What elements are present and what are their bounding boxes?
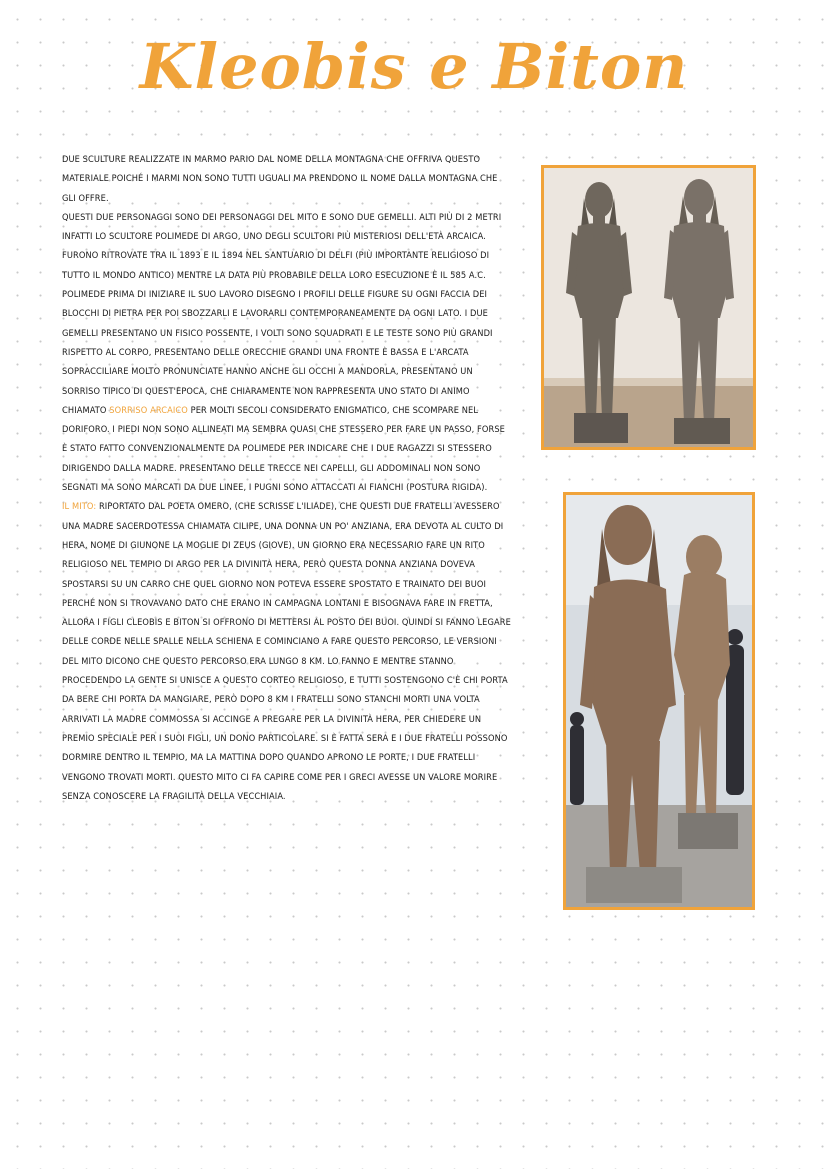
statues-back-photo bbox=[563, 492, 755, 910]
myth-text: RIPORTATO DAL POETA OMERO, (CHE SCRISSE L'ILIADE), CHE QUESTI DUE FRATELLI AVESSERO UNA MADRE SACERDOTESSA CHIAMATA CILIPE, UNA DONNA UN PO' ANZIANA, ERA DEVOTA AL CULTO DI HERA, NOME DI GIUNONE LA MOGLIE DI ZEUS (GIOVE). UN GIORNO ERA NECESSARIO FARE UN RITO RELIGIOSO NEL TEMPIO DI ARGO PER LA DIVINITÀ HERA, PERÒ QUESTA DONNA ANZIANA DOVEVA SPOSTARSI SU UN CARRO CHE QUEL GIORNO NON POTEVA ESSERE SPOSTATO E TRAINATO DEI BUOI PERCHÉ NON SI TROVAVANO DATO CHE ERANO IN CAMPAGNA LONTANI E BISOGNAVA FARE IN FRETTA, ALLORA I FIGLI CLEOBIS E BITON SI OFFRONO DI METTERSI AL POSTO DEI BUOI. QUINDI SI FANNO LEGARE DELLE CORDE NELLE SPALLE NELLA SCHIENA E COMINCIANO A FARE QUESTO PERCORSO, LE VERSIONI DEL MITO DICONO CHE QUESTO PERCORSO ERA LUNGO 8 KM. LO FANNO E MENTRE STANNO PROCEDENDO LA GENTE SI UNISCE A QUESTO CORTEO RELIGIOSO, E TUTTI SOSTENGONO C'È CHI PORTA DA BERE CHI PORTA DA MANGIARE, PERÒ DOPO 8 KM I FRATELLI SONO STANCHI MORTI UNA VOLTA ARRIVATI LA MADRE COMMOSSA SI ACCINGE A PREGARE PER LA DIVINITÀ HERA, PER CHIEDERE UN PREMIO SPECIALE PER I SUOI FIGLI, UN DONO PARTICOLARE. SI È FATTA SERA E I DUE FRATELLI POSSONO DORMIRE DENTRO IL TEMPIO, MA LA MATTINA DOPO QUANDO APRONO LE PORTE, I DUE FRATELLI VENGONO TROVATI MORTI. QUESTO MITO CI FA CAPIRE COME PER I GRECI AVESSE UN VALORE MORIRE SENZA CONOSCERE LA FRAGILITÀ DELLA VECCHIAIA. bbox=[62, 501, 511, 802]
page-title: Kleobis e Biton bbox=[139, 30, 689, 103]
description-paragraph bbox=[62, 208, 512, 497]
myth-label: IL MITO: bbox=[62, 501, 97, 513]
statues-front-image bbox=[544, 168, 753, 447]
description-text-continued: PER MOLTI SECOLI CONSIDERATO ENIGMATICO, CHE SCOMPARE NEL DORIFORO. I PIEDI NON SONO ALLINEATI MA SEMBRA QUASI CHE STESSERO PER FARE UN PASSO, FORSE È STATO FATTO CONVENZIONALMENTE DA POLIMEDE PER INDICARE CHE I DUE RAGAZZI SI STESSERO DIRIGENDO DALLA MADRE. PRESENTANO DELLE TRECCE NEI CAPELLI, GLI ADDOMINALI NON SONO SEGNATI MA SONO MARCATI DA DUE LINEE, I PUGNI SONO ATTACCATI AI FIANCHI (POSTURA RIGIDA). bbox=[62, 404, 506, 494]
highlight-sorriso-arcaico: SORRISO ARCAICO bbox=[109, 404, 188, 416]
statues-back-image bbox=[566, 495, 752, 907]
myth-paragraph bbox=[62, 497, 512, 806]
intro-paragraph: DUE SCULTURE REALIZZATE IN MARMO PARIO DAL NOME DELLA MONTAGNA CHE OFFRIVA QUESTO MATERIALE POICHÉ I MARMI NON SONO TUTTI UGUALI MA PRENDONO IL NOME DALLA MONTAGNA CHE GLI OFFRE. bbox=[62, 154, 498, 204]
statues-front-photo bbox=[541, 165, 756, 450]
description-text: QUESTI DUE PERSONAGGI SONO DEI PERSONAGGI DEL MITO E SONO DUE GEMELLI. ALTI PIÙ DI 2 METRI INFATTI LO SCULTORE POLIMEDE DI ARGO, UNO DEGLI SCULTORI PIÙ MISTERIOSI DELL'ETÀ ARCAICA. FURONO RITROVATE TRA IL 1893 E IL 1894 NEL SANTUARIO DI DELFI (PIÙ IMPORTANTE RELIGIOSO DI TUTTO IL MONDO ANTICO) MENTRE LA DATA PIÙ PROBABILE DELLA LORO ESECUZIONE È IL 585 A.C. POLIMEDE PRIMA DI INIZIARE IL SUO LAVORO DISEGNO I PROFILI DELLE FIGURE SU OGNI FACCIA DEI BLOCCHI DI PIETRA PER POI SBOZZARLI E LAVORARLI CONTEMPORANEAMENTE DA OGNI LATO. I DUE GEMELLI PRESENTANO UN FISICO POSSENTE, I VOLTI SONO SQUADRATI E LE TESTE SONO PIÙ GRANDI RISPETTO AL CORPO, PRESENTANO DELLE ORECCHIE GRANDI UNA FRONTE È BASSA E L'ARCATA SOPRACCILIARE MOLTO PRONUNCIATE HANNO ANCHE GLI OCCHI A MANDORLA, PRESENTANO UN SORRISO TIPICO DI QUEST'EPOCA, CHE CHIARAMENTE NON RAPPRESENTA UNO STATO DI ANIMO CHIAMATO bbox=[62, 211, 502, 416]
body-text bbox=[62, 150, 512, 806]
